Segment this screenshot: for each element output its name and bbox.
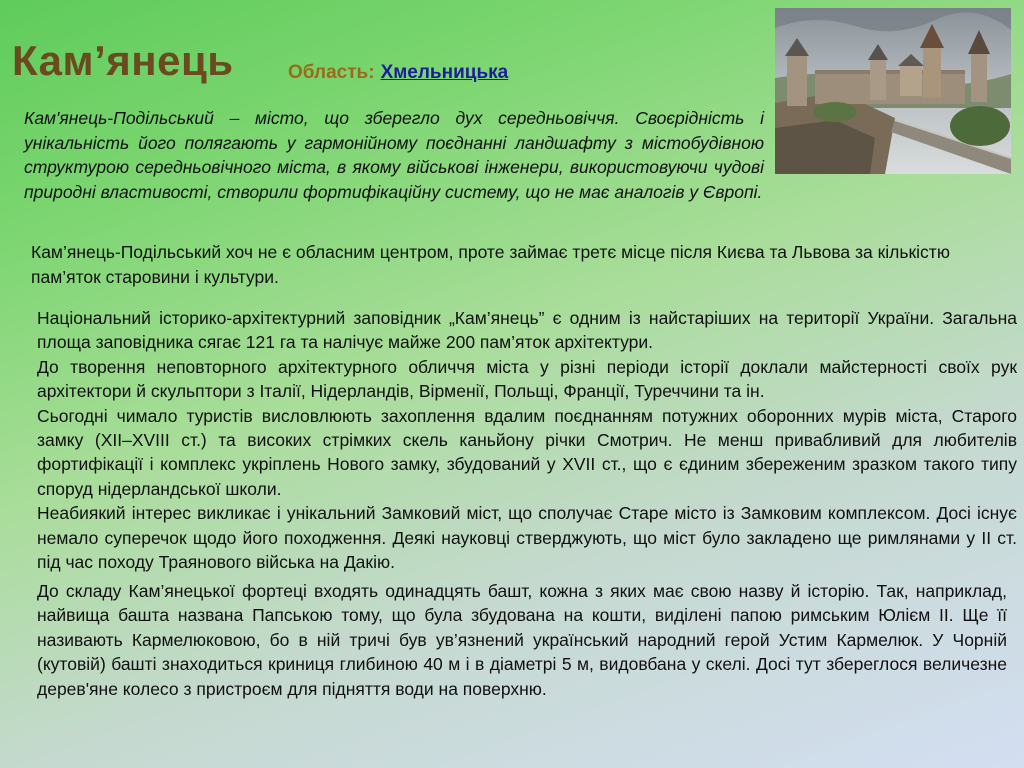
castle-photo bbox=[775, 8, 1011, 174]
reserve-paragraph: Національний історико-архітектурний заповідник „Кам’янець” є одним із найстаріших на території України. Загальна площа заповідника сягає 121 га та налічує майже 200 пам’яток архітектури. bbox=[37, 308, 1017, 353]
reserve-block bbox=[37, 306, 1017, 574]
page-title: Кам’янець bbox=[12, 37, 234, 84]
tourists-paragraph: Сьогодні чимало туристів висловлюють захоплення вдалим поєднанням потужних оборонних мурів міста, Старого замку (XII–XVIII ст.) та високих стрімких скель каньйону річки Смотрич. Не менш привабливий для любителів фортифікації і комплекс укріплень Нового замку, збудований у XVII ст., що є єдиним збереженим зразком такого типу споруд нідерландської школи. bbox=[37, 405, 1017, 499]
region-label: Область: bbox=[288, 62, 375, 83]
region-link[interactable]: Хмельницька bbox=[380, 62, 509, 83]
region-line bbox=[288, 62, 508, 84]
ranking-paragraph: Кам’янець-Подільський хоч не є обласним центром, проте займає третє місце після Києва та Львова за кількістю пам’яток старовини і культури. bbox=[31, 242, 950, 287]
castle-illustration bbox=[775, 8, 1011, 174]
towers-paragraph: До складу Кам’янецької фортеці входять одинадцять башт, кожна з яких має свою назву й історію. Так, наприклад, найвища башта названа Папською тому, що була збудована на кошти, виділені папою римським Юлієм ІІ. Ще її називають Кармелюковою, бо в ній тричі був ув’язнений український народний герой Устим Кармелюк. У Чорній (кутовій) башті знаходиться криниця глибиною 40 м і в діаметрі 5 м, видовбана у скелі. Досі тут збереглося величезне дерев'яне колесо з пристроєм для підняття води на поверхню. bbox=[37, 581, 1007, 699]
intro-paragraph: Кам'янець-Подільський – місто, що зберегло дух середньовіччя. Своєрідність і унікальність його полягають у гармонійному поєднанні ландшафту з містобудівною структурою середньовічного міста, в якому військові інженери, використовуючи чудові природні властивості, створили фортифікаційну систему, що не має аналогів у Європі. bbox=[24, 108, 764, 202]
bridge-paragraph: Неабиякий інтерес викликає і унікальний Замковий міст, що сполучає Старе місто із Замковим комплексом. Досі існує немало суперечок щодо його походження. Деякі науковці стверджують, що міст було закладено ще римлянами у ІІ ст. під час походу Траянового війська на Дакію. bbox=[37, 503, 1017, 573]
architects-paragraph: До творення неповторного архітектурного обличчя міста у різні періоди історії доклали майстерності своїх рук архітектори й скульптори з Італії, Нідерландів, Вірменії, Польщі, Франції, Туреччини та ін. bbox=[37, 356, 1017, 402]
